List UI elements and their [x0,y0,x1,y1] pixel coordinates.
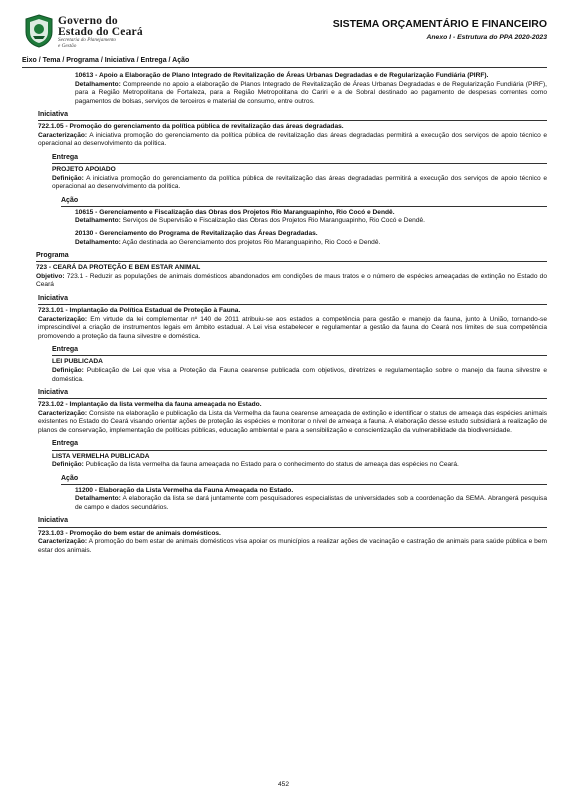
action-block [75,230,547,247]
action-block [75,209,547,226]
program-block [36,264,547,290]
action-block [75,72,547,106]
section-heading-iniciativa: Iniciativa [38,294,547,305]
government-logo [24,14,174,52]
section-heading-acao: Ação [61,196,547,207]
document-body [22,72,547,559]
initiative-block [38,123,547,149]
government-name-line2: Estado do Ceará [58,26,143,38]
program-objective: Objetivo: 723.1 - Reduzir as populações de animais domésticos abandonados em condições de maus tratos e o número de espécies ameaçadas de extinção no Estado do Ceará [36,272,547,289]
government-name-line1: Governo do [58,15,118,27]
initiative-block [38,530,547,556]
section-heading-iniciativa: Iniciativa [38,516,547,527]
deliverable-definition: Definição: Publicação de Lei que visa a Proteção da Fauna cearense publicada com objetivos, diretrizes e regulamentação sobre o manejo da fauna silvestre e doméstica. [52,366,547,383]
page-number: 452 [277,781,289,788]
section-heading-entrega: Entrega [52,153,547,164]
action-title: 10615 - Gerenciamento e Fiscalização das Obras dos Projetos Rio Maranguapinho, Rio Cocó e Dendê. [75,208,395,216]
initiative-block [38,307,547,341]
action-detail: Detalhamento: A elaboração da lista se dará juntamente com pesquisadores especialistas de universidades sob a coordenação da SEMA. Abrangerá pesquisa de campo e dados secundários. [75,495,547,511]
deliverable-block [52,166,547,192]
section-heading-iniciativa: Iniciativa [38,110,547,121]
secretariat-name: Secretaria do Planejamento e Gestão [58,37,117,49]
initiative-title: 723.1.01 - Implantação da Política Estadual de Proteção à Fauna. [38,307,241,315]
initiative-block [38,401,547,435]
state-seal-icon [24,14,54,48]
action-detail: Detalhamento: Compreende no apoio a elaboração de Planos Integrado de Revitalização de Áreas Urbanas Degradadas e de Regularização Fundiária (PIRF), para a Região Metropolitana de Fortaleza, para a Região Metropolitana do Cariri e a de Sobral destinado ao pagamento de despesas correntes como pagamentos de bolsas, serviços de terceiros e material de consumo, entre outros. [75,80,547,105]
initiative-description: Caracterização: A promoção do bem estar de animais domésticos visa apoiar os municípios a realizar ações de vacinação e castração de animais para saúde pública e bem estar dos animais. [38,538,548,554]
deliverable-definition: Definição: A iniciativa promoção do gerenciamento da política pública de revitalização das áreas degradadas permitirá a execução dos serviços de apoio técnico e operacional ao desenvolvimento da política. [52,174,547,191]
section-heading-entrega: Entrega [52,345,547,356]
initiative-title: 722.1.05 - Promoção do gerenciamento da política pública de revitalização das áreas degradadas. [38,123,344,131]
action-title: 10613 - Apoio a Elaboração de Plano Integrado de Revitalização de Áreas Urbanas Degradadas e de Regularização Fundiária (PIRF). [75,72,489,79]
initiative-description: Caracterização: A iniciativa promoção do gerenciamento da política pública de revitalização das áreas degradadas permitirá a execução dos serviços de apoio técnico e operacional ao desenvolvimento da política. [38,131,548,148]
initiative-description: Caracterização: Consiste na elaboração e publicação da Lista da Vermelha da fauna cearense ameaçada de extinção e identificar o status de ameaça das espécies animais existentes no Estado do Ceará visando orientar ações de proteção às espécies e monitorar o nível de ameaça a fauna. A elaboração desse estudo subsidiará a realização de planos de conservação, implementação de políticas públicas, educação ambiental e para a sensibilização e conscientização da vulnerabilidade da biodiversidade. [38,409,547,434]
initiative-description: Caracterização: Em virtude da lei complementar nº 140 de 2011 atribuiu-se aos estados a competência para gestão e manejo da fauna, junto à União, tornando-se imprescindível a criação de instrumentos legais em âmbito estadual. A Lei visa estabelecer e regulamentar a gestão da fauna do Ceará nos limites de sua competência promovendo a proteção da fauna silvestre e doméstica. [38,315,547,340]
deliverable-title: LEI PUBLICADA [52,358,103,366]
section-heading-entrega: Entrega [52,439,547,450]
action-detail: Detalhamento: Serviços de Supervisão e Fiscalização das Obras dos Projetos Rio Maranguapinho, Rio Cocó e Dendê. [75,217,426,225]
deliverable-definition: Definição: Publicação da lista vermelha da fauna ameaçada no Estado para o conhecimento do status de ameaça das espécies no Ceará. [52,461,459,469]
initiative-title: 723.1.02 - Implantação da lista vermelha da fauna ameaçada no Estado. [38,401,262,409]
structure-breadcrumb: Eixo / Tema / Programa / Iniciativa / Entrega / Ação [22,56,547,68]
system-title: SISTEMA ORÇAMENTÁRIO E FINANCEIRO [332,18,547,30]
deliverable-title: LISTA VERMELHA PUBLICADA [52,452,150,460]
deliverable-title: PROJETO APOIADO [52,166,116,174]
program-title: 723 - CEARÁ DA PROTEÇÃO E BEM ESTAR ANIMAL [36,264,201,272]
action-detail: Detalhamento: Ação destinada ao Gerenciamento dos projetos Rio Maranguapinho, Rio Cocó e Dendê. [75,238,381,246]
section-heading-acao: Ação [61,474,547,485]
action-block [75,487,547,513]
document-subtitle: Anexo I - Estrutura do PPA 2020-2023 [426,34,547,41]
section-heading-programa: Programa [36,251,547,262]
action-title: 20130 - Gerenciamento do Programa de Revitalização das Áreas Degradadas. [75,230,318,238]
section-heading-iniciativa: Iniciativa [38,388,547,399]
action-title: 11200 - Elaboração da Lista Vermelha da Fauna Ameaçada no Estado. [75,486,294,494]
initiative-title: 723.1.03 - Promoção do bem estar de animais domésticos. [38,529,221,537]
page-header [22,12,547,52]
deliverable-block [52,358,547,384]
deliverable-block [52,453,547,470]
